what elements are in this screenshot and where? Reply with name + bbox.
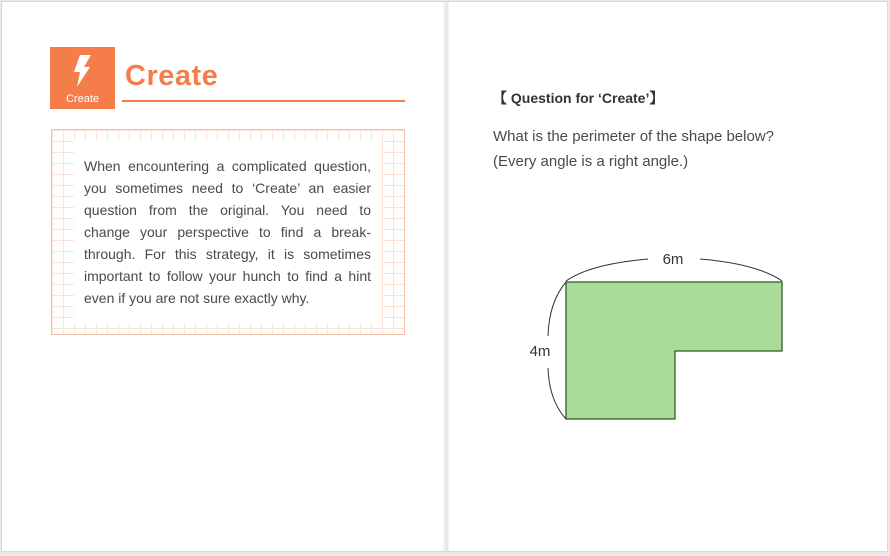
page-title: Create — [125, 60, 219, 92]
top-dimension-arc-left — [566, 259, 648, 281]
question-line-1: What is the perimeter of the shape below? — [493, 128, 774, 145]
badge-label: Create — [65, 93, 100, 105]
side-dimension-label: 4m — [529, 343, 551, 360]
top-dimension-label: 6m — [662, 251, 684, 268]
l-shape — [566, 282, 782, 419]
strategy-description: When encountering a complicated question, you sometimes need to ‘Create’ an easier question from the original. You need to change your perspective to find a break-through. For this strategy, it is sometimes important to follow your hunch to find a hint even if you are not sure exactly why. — [84, 158, 371, 306]
side-dimension-arc-bottom — [548, 368, 566, 419]
question-line-2: (Every angle is a right angle.) — [493, 153, 689, 170]
top-dimension-arc-right — [700, 259, 782, 281]
side-dimension-arc-top — [548, 282, 566, 336]
question-heading: 【 Question for ‘Create’】 — [493, 90, 664, 106]
